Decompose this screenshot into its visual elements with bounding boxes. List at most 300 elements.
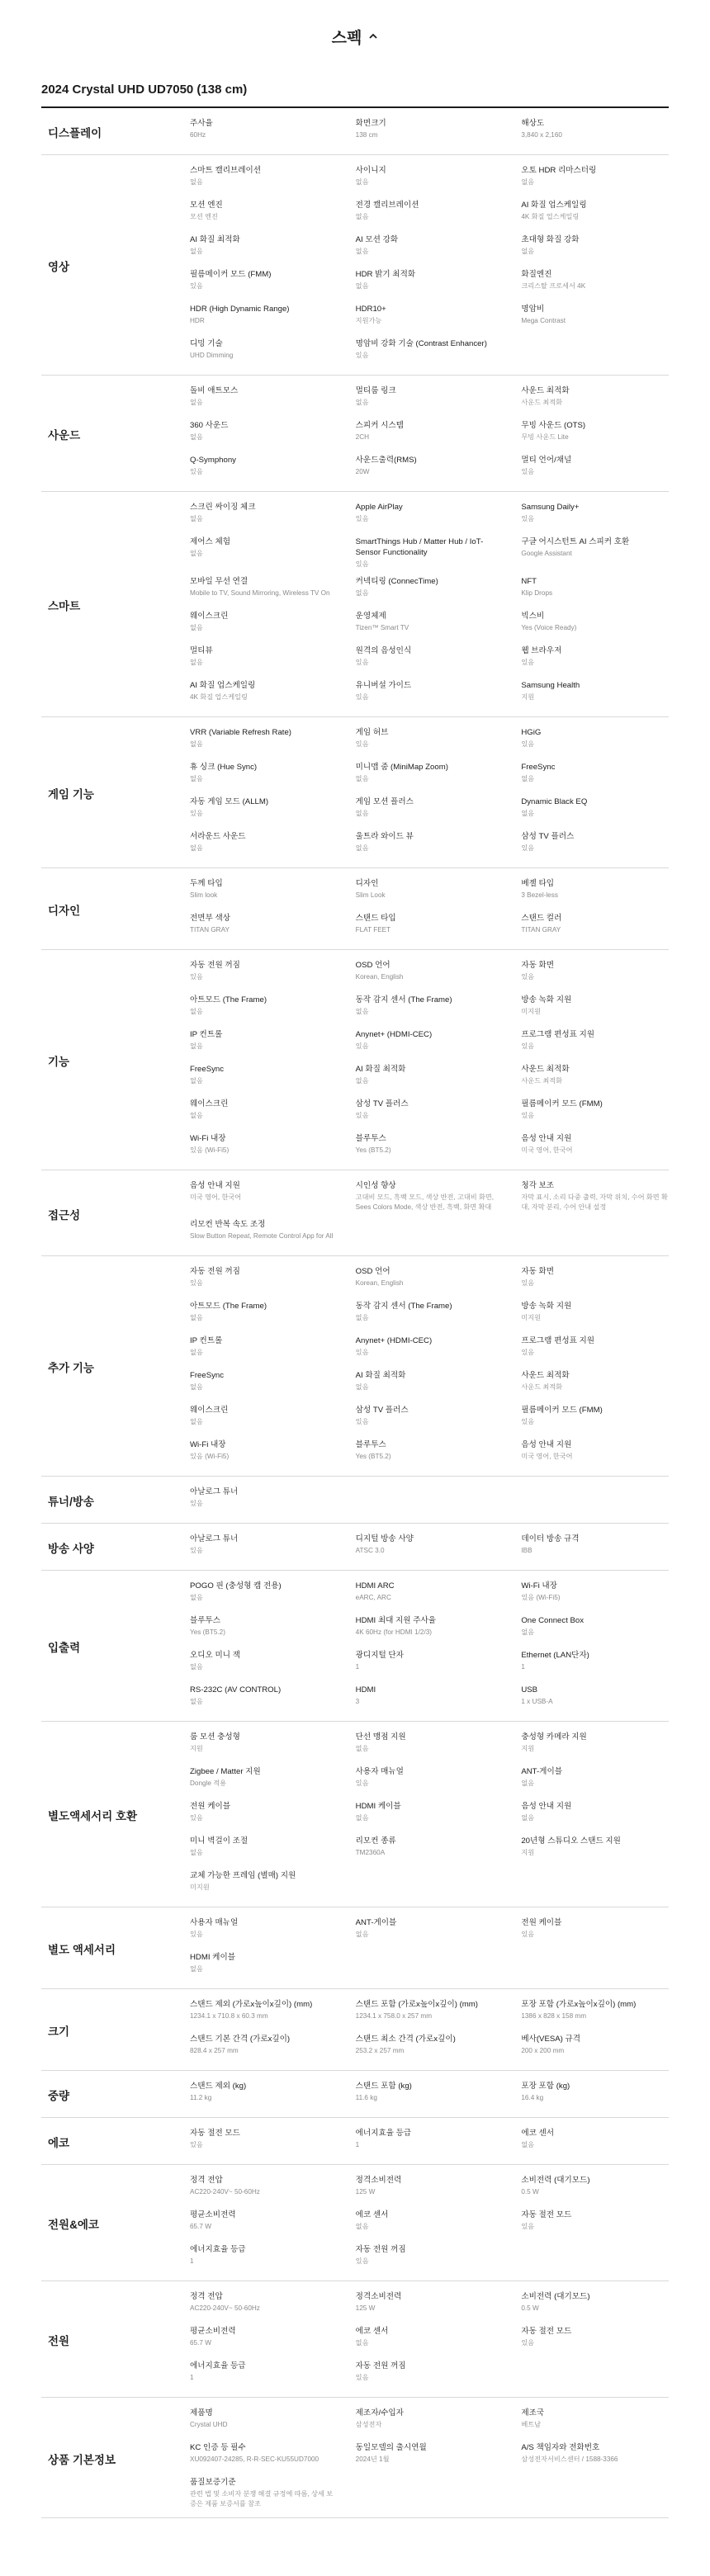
spec-item — [190, 2442, 338, 2470]
spec-value: 20W — [355, 468, 370, 475]
spec-label: USB — [521, 1685, 538, 1694]
spec-label: Samsung Health — [521, 681, 580, 690]
spec-label: 전원 케이블 — [190, 1802, 231, 1811]
spec-label: SmartThings Hub / Matter Hub / IoT-Sensor Functionality — [355, 537, 484, 557]
spec-item — [356, 536, 504, 570]
spec-item — [190, 1836, 338, 1864]
spec-label: 빅스비 — [521, 612, 545, 621]
spec-item — [521, 200, 669, 228]
section-title: 영상 — [48, 261, 70, 273]
spec-item — [190, 2081, 338, 2109]
spec-value: 1234.1 x 710.8 x 60.3 mm — [190, 2012, 268, 2020]
spec-item — [190, 2408, 338, 2436]
spec-label: 정격소비전력 — [355, 2176, 402, 2185]
spec-label: 음성 안내 지원 — [190, 1181, 240, 1190]
spec-value: 있음 — [355, 659, 369, 666]
spec-label: 음성 안내 지원 — [521, 1802, 572, 1811]
spec-item — [356, 1405, 504, 1433]
spec-label: Wi-Fi 내장 — [190, 1134, 226, 1143]
spec-item — [521, 1999, 669, 2027]
spec-value: 125 W — [355, 2304, 376, 2312]
spec-grid — [190, 1917, 669, 1980]
spec-label: 베사(VESA) 규격 — [521, 2035, 581, 2044]
spec-item — [356, 576, 504, 604]
spec-label: 스탠드 제외 (가로x높이x깊이) (mm) — [190, 2000, 313, 2009]
spec-label: Samsung Daily+ — [521, 503, 580, 512]
spec-label: 정격 전압 — [190, 2176, 223, 2185]
spec-value: 11.2 kg — [190, 2094, 212, 2101]
spec-label: 스크린 싸이징 체크 — [190, 503, 256, 512]
spec-value: 없음 — [190, 515, 203, 522]
spec-value: 있음 (Wi-Fi5) — [190, 1453, 230, 1460]
spec-label: 필름메이커 모드 (FMM) — [190, 270, 272, 279]
spec-grid — [190, 1732, 669, 1898]
spec-item — [356, 269, 504, 297]
spec-item — [521, 304, 669, 332]
spec-label: 게임 모션 플러스 — [355, 797, 414, 806]
spec-item — [356, 831, 504, 859]
spec-value: 없음 — [355, 1931, 369, 1938]
spec-value: 있음 — [521, 1931, 535, 1938]
spec-label: 스탠드 타입 — [355, 914, 396, 923]
spec-label: 에코 센서 — [355, 2210, 389, 2219]
spec-value: 없음 — [521, 248, 535, 255]
section-title: 전원&에코 — [48, 2219, 99, 2231]
spec-value: 있음 — [190, 1279, 203, 1287]
section-title: 방송 사양 — [48, 1543, 94, 1555]
spec-section — [41, 2071, 669, 2118]
spec-value: 있음 — [521, 1042, 535, 1050]
spec-label: 스탠드 컬러 — [521, 914, 562, 923]
spec-label: Anynet+ (HDMI-CEC) — [355, 1030, 433, 1039]
spec-item — [521, 1685, 669, 1713]
spec-item — [521, 1801, 669, 1829]
spec-value: 없음 — [190, 844, 203, 852]
spec-item — [356, 420, 504, 448]
spec-grid — [190, 1581, 669, 1713]
spec-label: OSD 언어 — [355, 961, 390, 970]
spec-section — [41, 1722, 669, 1907]
spec-item — [190, 269, 338, 297]
spec-item — [356, 1064, 504, 1092]
spec-value: 1 — [355, 2141, 360, 2148]
spec-item — [521, 2128, 669, 2156]
spec-item — [190, 1534, 338, 1562]
section-title: 추가 기능 — [48, 1362, 94, 1374]
spec-label: 멀티룸 링크 — [355, 386, 396, 395]
spec-label: 스마트 캘리브레이션 — [190, 166, 262, 175]
spec-label: 자동 절전 모드 — [521, 2327, 572, 2336]
spec-item — [190, 913, 338, 941]
spec-item — [190, 960, 338, 988]
spec-label: 블루투스 — [355, 1440, 386, 1449]
spec-section — [41, 1477, 669, 1524]
spec-label: 전면부 색상 — [190, 914, 231, 923]
spec-label: 명암비 강화 기술 (Contrast Enhancer) — [355, 339, 487, 348]
spec-value: 있음 — [355, 515, 369, 522]
spec-value: AC220-240V~ 50-60Hz — [190, 2188, 260, 2196]
spec-value: 없음 — [190, 624, 203, 631]
spec-value: 있음 — [355, 352, 369, 359]
spec-value: 없음 — [190, 1112, 203, 1119]
spec-item — [521, 831, 669, 859]
spec-label: 에너지효율 등급 — [355, 2129, 412, 2138]
spec-item — [356, 1836, 504, 1864]
spec-value: AC220-240V~ 50-60Hz — [190, 2304, 260, 2312]
spec-value: 있음 — [521, 1279, 535, 1287]
spec-item — [521, 1370, 669, 1398]
spec-section — [41, 2118, 669, 2165]
spec-value: 미국 영어, 한국어 — [521, 1453, 573, 1460]
spec-value: 없음 — [355, 844, 369, 852]
spec-value: 관련 법 및 소비자 분쟁 해결 규정에 따름, 상세 보증은 제품 보증서를 참조 — [190, 2490, 334, 2507]
spec-item — [190, 1099, 338, 1127]
spec-label: 자동 절전 모드 — [521, 2210, 572, 2219]
spec-item — [356, 1615, 504, 1643]
spec-value: 없음 — [355, 589, 369, 597]
spec-value: 없음 — [355, 1314, 369, 1321]
spec-value: Slow Button Repeat, Remote Control App for All — [190, 1232, 334, 1240]
spec-value: 없음 — [521, 810, 535, 817]
spec-label: 울트라 와이드 뷰 — [355, 832, 414, 841]
spec-value: 지원 — [521, 1745, 535, 1752]
spec-value: 있음 — [355, 693, 369, 701]
section-title: 튜너/방송 — [48, 1496, 94, 1508]
spec-value: 지원 — [521, 693, 535, 701]
spec-label: 제조자/수입자 — [355, 2408, 404, 2418]
spec-label: 디밍 기술 — [190, 339, 223, 348]
spec-label: AI 모션 강화 — [355, 235, 399, 244]
spec-item — [356, 1266, 504, 1294]
spec-item — [521, 1405, 669, 1433]
spec-label: OSD 언어 — [355, 1267, 390, 1276]
spec-value: 있음 — [190, 1931, 203, 1938]
spec-item — [356, 1335, 504, 1364]
spec-item — [521, 913, 669, 941]
spec-item — [356, 2128, 504, 2156]
spec-value: 없음 — [190, 178, 203, 186]
spec-label: 자동 화면 — [521, 961, 555, 970]
spec-value: TITAN GRAY — [190, 926, 230, 934]
spec-label: 사이니지 — [355, 166, 386, 175]
spec-section — [41, 1989, 669, 2071]
spec-label: 20년형 스튜디오 스탠드 지원 — [521, 1836, 621, 1846]
spec-label: 에너지효율 등급 — [190, 2245, 246, 2254]
spec-value: 있음 — [521, 659, 535, 666]
spec-value: 있음 — [190, 973, 203, 981]
spec-value: 미국 영어, 한국어 — [190, 1193, 242, 1201]
spec-item — [521, 1099, 669, 1127]
spec-item — [356, 1999, 504, 2027]
spec-value: 있음 — [190, 282, 203, 290]
spec-value: 138 cm — [355, 131, 378, 139]
spec-value: 있음 — [521, 2339, 535, 2347]
spec-value: 있음 — [190, 1814, 203, 1822]
spec-item — [190, 680, 338, 708]
spec-item — [190, 385, 338, 414]
spec-item — [521, 118, 669, 146]
spec-item — [356, 1732, 504, 1760]
section-title: 크기 — [48, 2025, 70, 2038]
spec-item — [521, 1133, 669, 1161]
spec-value: 있음 — [521, 844, 535, 852]
spec-item — [356, 385, 504, 414]
spec-value: 125 W — [355, 2188, 376, 2196]
spec-item — [190, 1370, 338, 1398]
spec-value: 16.4 kg — [521, 2094, 544, 2101]
spec-label: Apple AirPlay — [355, 503, 403, 512]
spec-item — [190, 1487, 338, 1515]
spec-item — [356, 1801, 504, 1829]
section-title: 사운드 — [48, 429, 81, 442]
spec-item — [356, 234, 504, 262]
spec-item — [521, 2081, 669, 2109]
spec-value: TITAN GRAY — [521, 926, 561, 934]
spec-label: 웹 브라우저 — [521, 646, 562, 655]
spec-item — [190, 234, 338, 262]
section-title: 중량 — [48, 2090, 70, 2102]
spec-value: eARC, ARC — [355, 1594, 391, 1601]
spec-label: NFT — [521, 577, 537, 586]
spec-label: 광디지털 단자 — [355, 1651, 404, 1660]
spec-value: 있음 — [355, 740, 369, 748]
spec-value: 사운드 최적화 — [521, 1383, 563, 1391]
spec-value: 없음 — [190, 1965, 203, 1973]
spec-value: 있음 — [355, 1418, 369, 1425]
spec-label: KC 인증 등 필수 — [190, 2443, 246, 2452]
spec-item — [356, 1534, 504, 1562]
spec-label: 충성형 카메라 지원 — [521, 1732, 587, 1742]
spec-section — [41, 1524, 669, 1571]
spec-label: Ethernet (LAN단자) — [521, 1651, 589, 1660]
spec-value: 없음 — [355, 1008, 369, 1015]
spec-label: 멀티뷰 — [190, 646, 213, 655]
spec-item — [356, 1917, 504, 1945]
spec-item — [521, 502, 669, 530]
spec-value: 무빙 사운드 Lite — [521, 433, 569, 441]
spec-label: 스피커 시스템 — [355, 421, 404, 430]
spec-value: 사운드 최적화 — [521, 1077, 563, 1085]
spec-value: 65.7 W — [190, 2339, 211, 2347]
spec-value: 있음 — [355, 1349, 369, 1356]
spec-value: 있음 — [355, 1780, 369, 1787]
spec-item — [190, 1801, 338, 1829]
spec-value: Klip Drops — [521, 589, 553, 597]
spec-value: 없음 — [190, 1008, 203, 1015]
spec-label: 포장 포함 (가로x높이x깊이) (mm) — [521, 2000, 637, 2009]
product-title: 2024 Crystal UHD UD7050 (138 cm) — [41, 83, 669, 108]
spec-item — [356, 995, 504, 1023]
spec-label: 스탠드 제외 (kg) — [190, 2082, 247, 2091]
spec-value: Korean, English — [355, 973, 404, 981]
spec-item — [190, 1917, 338, 1945]
spec-value: 없음 — [521, 1628, 535, 1636]
spec-value: 828.4 x 257 mm — [190, 2047, 239, 2054]
spec-label: 멀티 언어/채널 — [521, 456, 572, 465]
spec-value: 없음 — [190, 1698, 203, 1705]
spec-label: 블루투스 — [355, 1134, 386, 1143]
spec-label: 모바일 무선 연결 — [190, 577, 248, 586]
spec-grid — [190, 878, 669, 941]
spec-label: FreeSync — [190, 1371, 225, 1380]
spec-item — [356, 878, 504, 906]
spec-label: Wi-Fi 내장 — [521, 1581, 557, 1591]
spec-item — [521, 995, 669, 1023]
spec-item — [190, 878, 338, 906]
spec-item — [356, 1439, 504, 1468]
spec-value: 1 — [521, 1663, 525, 1671]
spec-item — [190, 1405, 338, 1433]
spec-label: 블루투스 — [190, 1616, 221, 1625]
spec-value: 없음 — [355, 2339, 369, 2347]
spec-label: RS-232C (AV CONTROL) — [190, 1685, 282, 1694]
section-title: 에코 — [48, 2137, 70, 2149]
spec-label: 모션 엔진 — [190, 201, 223, 210]
spec-item — [521, 680, 669, 708]
spec-item — [521, 1732, 669, 1760]
spec-item — [190, 420, 338, 448]
spec-item — [356, 1099, 504, 1127]
spec-value: 모션 엔진 — [190, 213, 218, 220]
spec-value: 11.6 kg — [355, 2094, 377, 2101]
spec-item — [190, 2034, 338, 2062]
spec-grid — [190, 960, 669, 1161]
spec-label: 아날로그 튜너 — [190, 1534, 239, 1543]
spec-label: 자동 게임 모드 (ALLM) — [190, 797, 269, 806]
section-title: 기능 — [48, 1056, 70, 1068]
spec-label: 아트모드 (The Frame) — [190, 995, 267, 1004]
spec-label: 소비전력 (대기모드) — [521, 2176, 590, 2185]
spec-item — [356, 2081, 504, 2109]
spec-item — [356, 1685, 504, 1713]
spec-label: 360 사운드 — [190, 421, 229, 430]
spec-item — [190, 1650, 338, 1678]
spec-item — [356, 1133, 504, 1161]
spec-value: 없음 — [355, 178, 369, 186]
spec-label: 소비전력 (대기모드) — [521, 2292, 590, 2301]
spec-label: 전경 캘리브레이션 — [355, 201, 419, 210]
spec-label: 유니버설 가이드 — [355, 681, 412, 690]
spec-item — [521, 1439, 669, 1468]
spec-item — [190, 2326, 338, 2354]
spec-label: 베젤 타입 — [521, 879, 555, 888]
spec-label: 동작 감지 센서 (The Frame) — [355, 1302, 452, 1311]
spec-value: Yes (BT5.2) — [190, 1628, 225, 1636]
spec-value: 있음 — [190, 810, 203, 817]
spec-value: 없음 — [190, 1314, 203, 1321]
spec-value: 없음 — [190, 248, 203, 255]
spec-value: 사운드 최적화 — [521, 399, 563, 406]
section-title: 별도액세서리 호환 — [48, 1810, 138, 1822]
spec-section — [41, 2281, 669, 2398]
spec-item — [190, 1266, 338, 1294]
spec-label: 단선 맹점 지원 — [355, 1732, 406, 1742]
spec-label: 웨이스크린 — [190, 1099, 229, 1108]
spec-collapse-toggle[interactable] — [41, 20, 669, 53]
spec-value: 65.7 W — [190, 2223, 211, 2230]
spec-value: 0.5 W — [521, 2304, 539, 2312]
spec-value: 없음 — [355, 810, 369, 817]
spec-item — [356, 1581, 504, 1609]
spec-item — [190, 2291, 338, 2319]
spec-label: 구글 어시스턴트 AI 스피커 호환 — [521, 537, 630, 546]
spec-value: 있음 — [355, 560, 369, 568]
spec-item — [190, 455, 338, 483]
spec-item — [190, 611, 338, 639]
spec-label: 삼성 TV 플러스 — [355, 1099, 409, 1108]
spec-item — [521, 1029, 669, 1057]
spec-label: 돌비 애트모스 — [190, 386, 239, 395]
spec-label: 동일모델의 출시연월 — [355, 2443, 427, 2452]
spec-item — [356, 2442, 504, 2470]
spec-value: 2CH — [355, 433, 370, 441]
spec-label: HDMI — [355, 1685, 376, 1694]
spec-item — [190, 1952, 338, 1980]
spec-item — [190, 200, 338, 228]
spec-value: 삼성전자 — [355, 2421, 382, 2428]
spec-item — [356, 680, 504, 708]
spec-value: 있음 — [190, 2141, 203, 2148]
spec-grid — [190, 2408, 669, 2509]
spec-label: 방송 녹화 지원 — [521, 995, 572, 1004]
spec-item — [190, 2128, 338, 2156]
spec-grid — [190, 1180, 669, 1247]
spec-label: 필름메이커 모드 (FMM) — [521, 1099, 603, 1108]
spec-item — [190, 2210, 338, 2238]
spec-label: 정격 전압 — [190, 2292, 223, 2301]
spec-item — [190, 502, 338, 530]
spec-section — [41, 2165, 669, 2281]
spec-label: 자동 화면 — [521, 1267, 555, 1276]
spec-label: 프로그램 편성표 지원 — [521, 1336, 595, 1345]
spec-label: HDR (High Dynamic Range) — [190, 305, 290, 314]
spec-value: 4K 화질 업스케일링 — [521, 213, 580, 220]
spec-section — [41, 155, 669, 376]
spec-item — [356, 611, 504, 639]
spec-value: 없음 — [190, 1349, 203, 1356]
spec-label: VRR (Variable Refresh Rate) — [190, 728, 291, 737]
spec-item — [190, 338, 338, 366]
spec-value: 없음 — [355, 1814, 369, 1822]
spec-grid — [190, 1266, 669, 1468]
spec-value: 있음 — [521, 515, 535, 522]
spec-value: 없음 — [355, 775, 369, 782]
spec-label: 청각 보조 — [521, 1181, 555, 1190]
spec-label: 제품명 — [190, 2408, 213, 2418]
spec-item — [190, 1870, 338, 1898]
spec-item — [190, 831, 338, 859]
spec-item — [521, 1266, 669, 1294]
spec-item — [521, 1301, 669, 1329]
spec-value: Korean, English — [355, 1279, 404, 1287]
spec-item — [356, 1650, 504, 1678]
spec-value: 3 Bezel-less — [521, 891, 558, 899]
spec-label: 화면크기 — [355, 119, 386, 128]
spec-item — [190, 1301, 338, 1329]
spec-item — [356, 727, 504, 755]
spec-value: 지원가능 — [355, 317, 382, 324]
spec-label: IP 컨트롤 — [190, 1030, 223, 1039]
section-title: 전원 — [48, 2335, 70, 2347]
spec-label: 정격소비전력 — [355, 2292, 402, 2301]
spec-value: 1 — [190, 2257, 194, 2265]
spec-label: 삼성 TV 플러스 — [521, 832, 575, 841]
spec-label: 두께 타입 — [190, 879, 223, 888]
spec-label: 스탠드 포함 (가로x높이x깊이) (mm) — [355, 2000, 478, 2009]
spec-item — [521, 455, 669, 483]
spec-value: UHD Dimming — [190, 352, 234, 359]
spec-label: FreeSync — [190, 1065, 225, 1074]
